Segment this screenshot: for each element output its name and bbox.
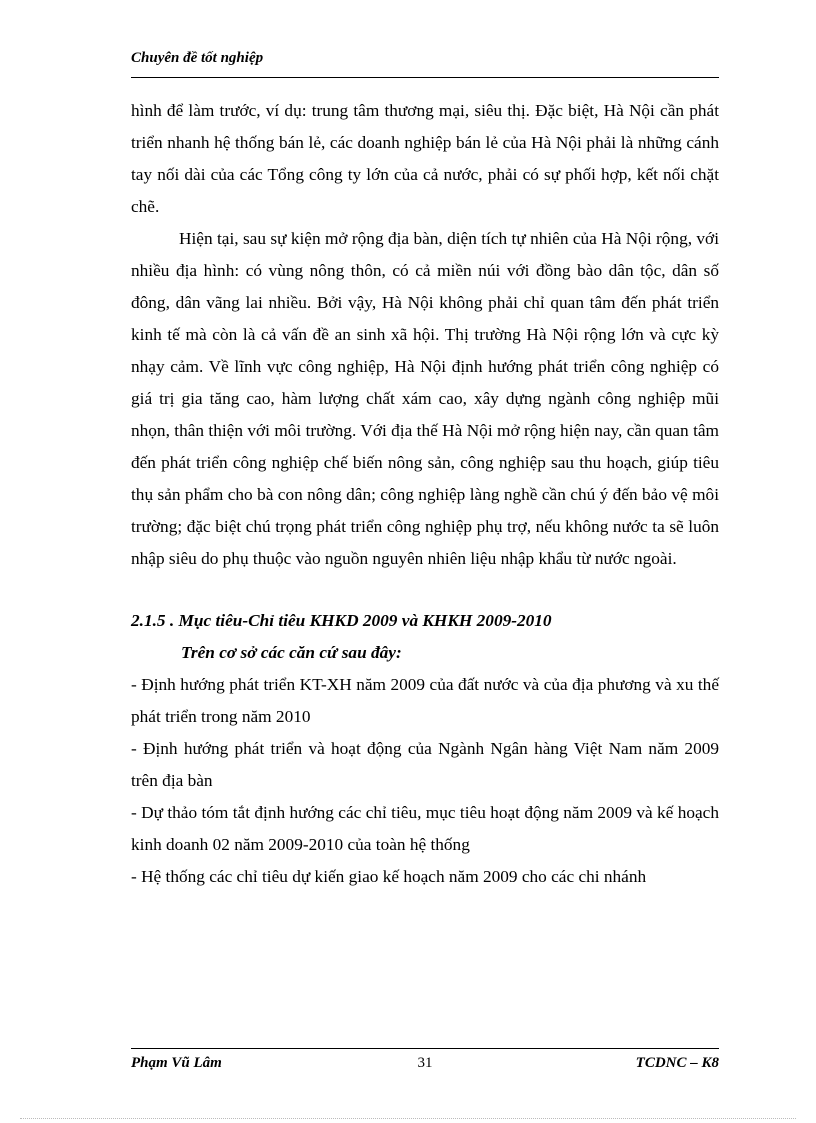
paragraph-continuation: hình để làm trước, ví dụ: trung tâm thương mại, siêu thị. Đặc biệt, Hà Nội cần phát triển nhanh hệ thống bán lẻ, các doanh nghiệp bán lẻ của Hà Nội phải là những cánh tay nối dài của các Tổng công ty lớn của cả nước, phải có sự phối hợp, kết nối chặt chẽ. — [131, 101, 719, 216]
header-divider — [131, 77, 719, 78]
footer-divider — [131, 1048, 719, 1049]
page-footer — [131, 1055, 719, 1077]
page-number: 31 — [417, 1055, 433, 1071]
bullet-item: - Dự thảo tóm tắt định hướng các chỉ tiêu, mục tiêu hoạt động năm 2009 và kế hoạch kinh doanh 02 năm 2009-2010 của toàn hệ thống — [131, 803, 719, 854]
page-edge-divider — [20, 1118, 796, 1119]
section-heading: 2.1.5 . Mục tiêu-Chỉ tiêu KHKD 2009 và KHKH 2009-2010 — [131, 611, 552, 630]
footer-class-code: TCDNC – K8 — [635, 1055, 719, 1071]
bullet-item: - Định hướng phát triển và hoạt động của Ngành Ngân hàng Việt Nam năm 2009 trên địa bàn — [131, 739, 719, 790]
document-body — [131, 95, 719, 893]
running-header: Chuyên đề tốt nghiệp — [131, 50, 264, 66]
footer-author: Phạm Vũ Lâm — [131, 1055, 222, 1071]
bullet-item: - Hệ thống các chỉ tiêu dự kiến giao kế hoạch năm 2009 cho các chi nhánh — [131, 867, 647, 886]
paragraph-hanoi-development: Hiện tại, sau sự kiện mở rộng địa bàn, diện tích tự nhiên của Hà Nội rộng, với nhiều địa hình: có vùng nông thôn, có cả miền núi với đồng bào dân tộc, dân số đông, dân vãng lai nhiều. Bởi vậy, Hà Nội không phải chỉ quan tâm đến phát triển kinh tế mà còn là cả vấn đề an sinh xã hội. Thị trường Hà Nội rộng lớn và cực kỳ nhạy cảm. Về lĩnh vực công nghiệp, Hà Nội định hướng phát triển công nghiệp có giá trị gia tăng cao, hàm lượng chất xám cao, xây dựng ngành công nghiệp mũi nhọn, thân thiện với môi trường. Với địa thế Hà Nội mở rộng hiện nay, cần quan tâm đến phát triển công nghiệp chế biến nông sản, công nghiệp sau thu hoạch, giúp tiêu thụ sản phẩm cho bà con nông dân; công nghiệp làng nghề cần chú ý đến bảo vệ môi trường; đặc biệt chú trọng phát triển công nghiệp phụ trợ, nếu không nước ta sẽ luôn nhập siêu do phụ thuộc vào nguồn nguyên nhiên liệu nhập khẩu từ nước ngoài. — [131, 229, 719, 568]
bullet-item: - Định hướng phát triển KT-XH năm 2009 của đất nước và của địa phương và xu thế phát triển trong năm 2010 — [131, 675, 719, 726]
section-subheading: Trên cơ sở các căn cứ sau đây: — [181, 643, 402, 662]
